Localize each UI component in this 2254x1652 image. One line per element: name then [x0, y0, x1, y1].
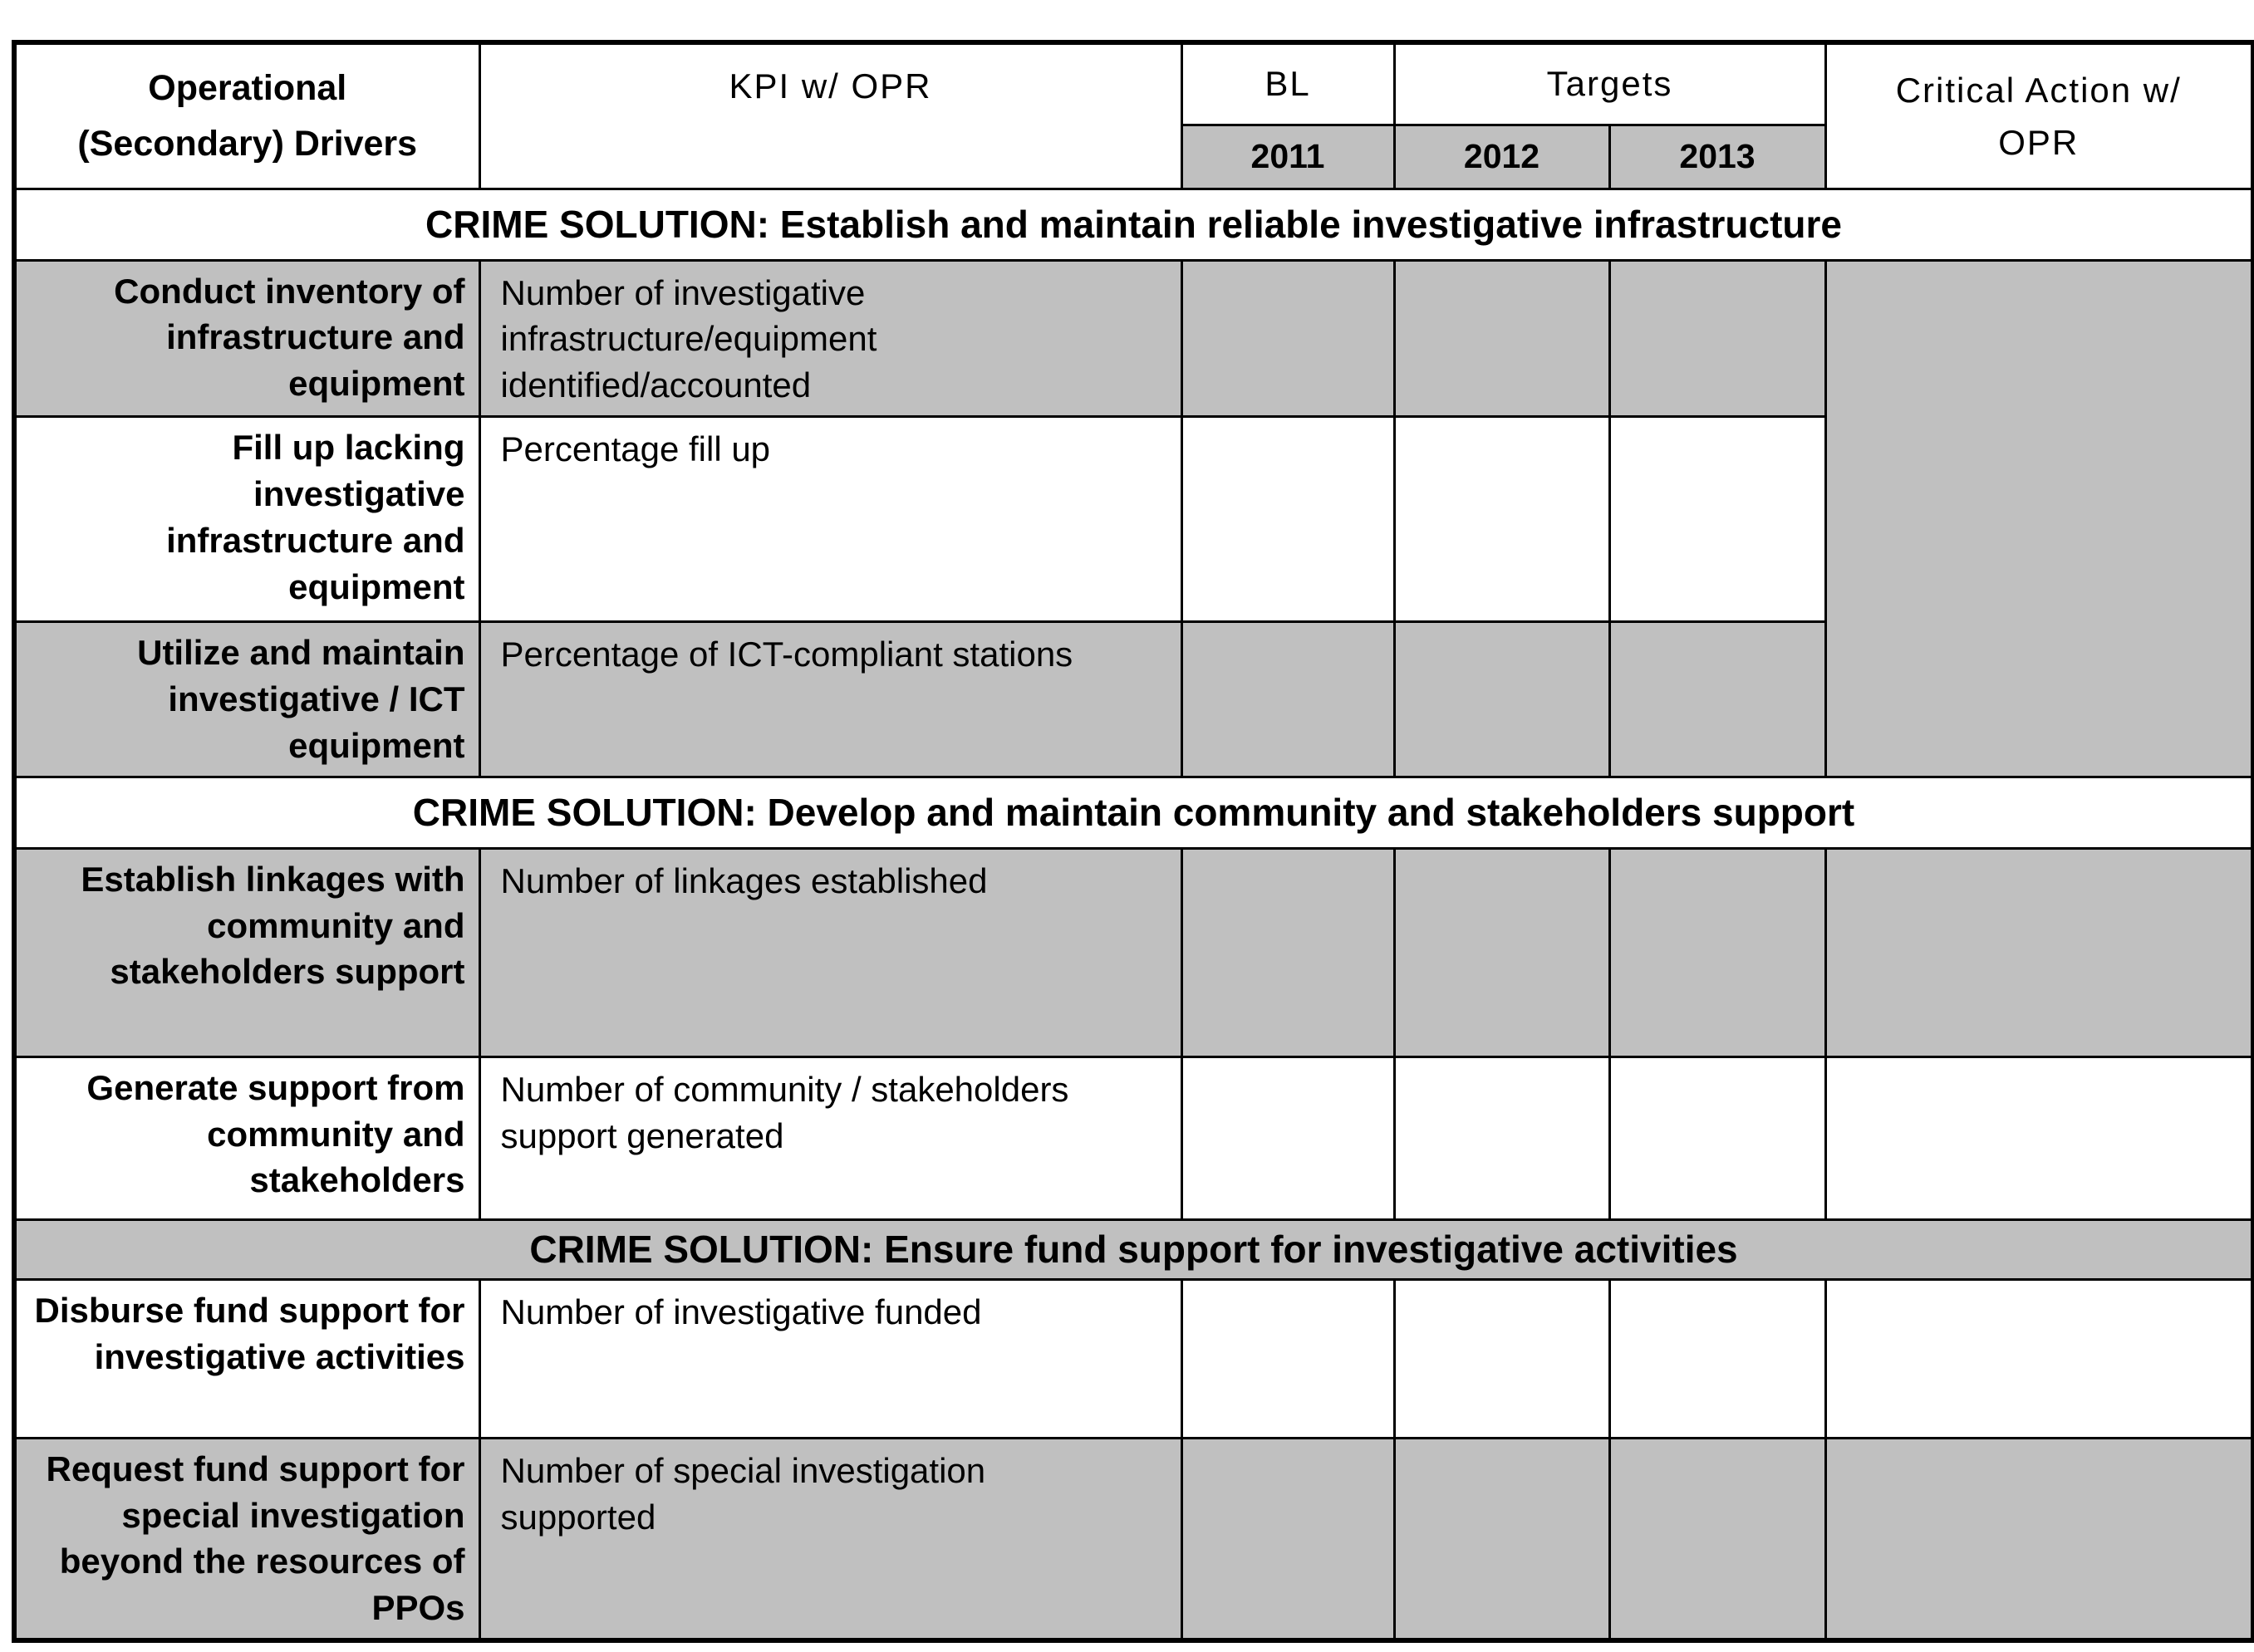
target-2013-value-cell [1609, 848, 1825, 1056]
driver-cell: Disburse fund support for investigative activities [14, 1279, 479, 1438]
kpi-cell: Number of linkages established [479, 848, 1181, 1056]
target-2013-value-cell [1609, 417, 1825, 622]
bl-value-cell [1181, 417, 1394, 622]
target-2012-value-cell [1394, 1056, 1609, 1219]
driver-cell: Generate support from community and stakeholders [14, 1056, 479, 1219]
section-title-3: CRIME SOLUTION: Ensure fund support for investigative activities [14, 1219, 2253, 1279]
header-year-2012: 2012 [1394, 125, 1609, 189]
kpi-cell: Percentage fill up [479, 417, 1181, 622]
bl-value-cell [1181, 622, 1394, 777]
target-2013-value-cell [1609, 622, 1825, 777]
table-row [14, 848, 2253, 1056]
kpi-table [12, 40, 2254, 1643]
header-year-2013: 2013 [1609, 125, 1825, 189]
critical-action-value-cell [1825, 848, 2253, 1056]
header-drivers [14, 42, 479, 189]
table-row [14, 260, 2253, 417]
bl-value-cell [1181, 1056, 1394, 1219]
kpi-cell: Percentage of ICT-compliant stations [479, 622, 1181, 777]
header-critical-line2: OPR [1998, 122, 2080, 162]
header-bl: BL [1181, 42, 1394, 125]
section-title-2: CRIME SOLUTION: Develop and maintain community and stakeholders support [14, 777, 2253, 848]
header-critical-action [1825, 42, 2253, 189]
critical-action-value-cell [1825, 1056, 2253, 1219]
bl-value-cell [1181, 1279, 1394, 1438]
table-row [14, 1438, 2253, 1640]
kpi-cell: Number of community / stakeholders support generated [479, 1056, 1181, 1219]
target-2013-value-cell [1609, 1438, 1825, 1640]
table-row [14, 1056, 2253, 1219]
header-drivers-line1: Operational [148, 68, 347, 109]
target-2012-value-cell [1394, 848, 1609, 1056]
critical-action-value-cell [1825, 1279, 2253, 1438]
critical-action-value-cell [1825, 1438, 2253, 1640]
critical-action-value-cell [1825, 260, 2253, 777]
kpi-cell: Number of investigative funded [479, 1279, 1181, 1438]
bl-value-cell [1181, 1438, 1394, 1640]
target-2013-value-cell [1609, 260, 1825, 417]
bl-value-cell [1181, 848, 1394, 1056]
header-targets: Targets [1394, 42, 1825, 125]
driver-cell: Establish linkages with community and stakeholders support [14, 848, 479, 1056]
kpi-cell: Number of investigative infrastructure/equipment identified/accounted [479, 260, 1181, 417]
header-kpi: KPI w/ OPR [479, 42, 1181, 189]
target-2012-value-cell [1394, 417, 1609, 622]
target-2012-value-cell [1394, 622, 1609, 777]
kpi-cell: Number of special investigation supported [479, 1438, 1181, 1640]
driver-cell: Utilize and maintain investigative / ICT equipment [14, 622, 479, 777]
header-drivers-line2: (Secondary) Drivers [77, 123, 418, 164]
driver-cell: Fill up lacking investigative infrastructure and equipment [14, 417, 479, 622]
header-row [14, 42, 2253, 125]
target-2012-value-cell [1394, 1438, 1609, 1640]
section-title-1: CRIME SOLUTION: Establish and maintain reliable investigative infrastructure [14, 189, 2253, 260]
section-header-row [14, 777, 2253, 848]
target-2012-value-cell [1394, 260, 1609, 417]
section-header-row [14, 1219, 2253, 1279]
section-header-row [14, 189, 2253, 260]
header-critical-line1: Critical Action w/ [1895, 70, 2182, 110]
driver-cell: Request fund support for special investigation beyond the resources of PPOs [14, 1438, 479, 1640]
driver-cell: Conduct inventory of infrastructure and equipment [14, 260, 479, 417]
table-row [14, 1279, 2253, 1438]
header-year-2011: 2011 [1181, 125, 1394, 189]
target-2013-value-cell [1609, 1056, 1825, 1219]
bl-value-cell [1181, 260, 1394, 417]
target-2013-value-cell [1609, 1279, 1825, 1438]
target-2012-value-cell [1394, 1279, 1609, 1438]
